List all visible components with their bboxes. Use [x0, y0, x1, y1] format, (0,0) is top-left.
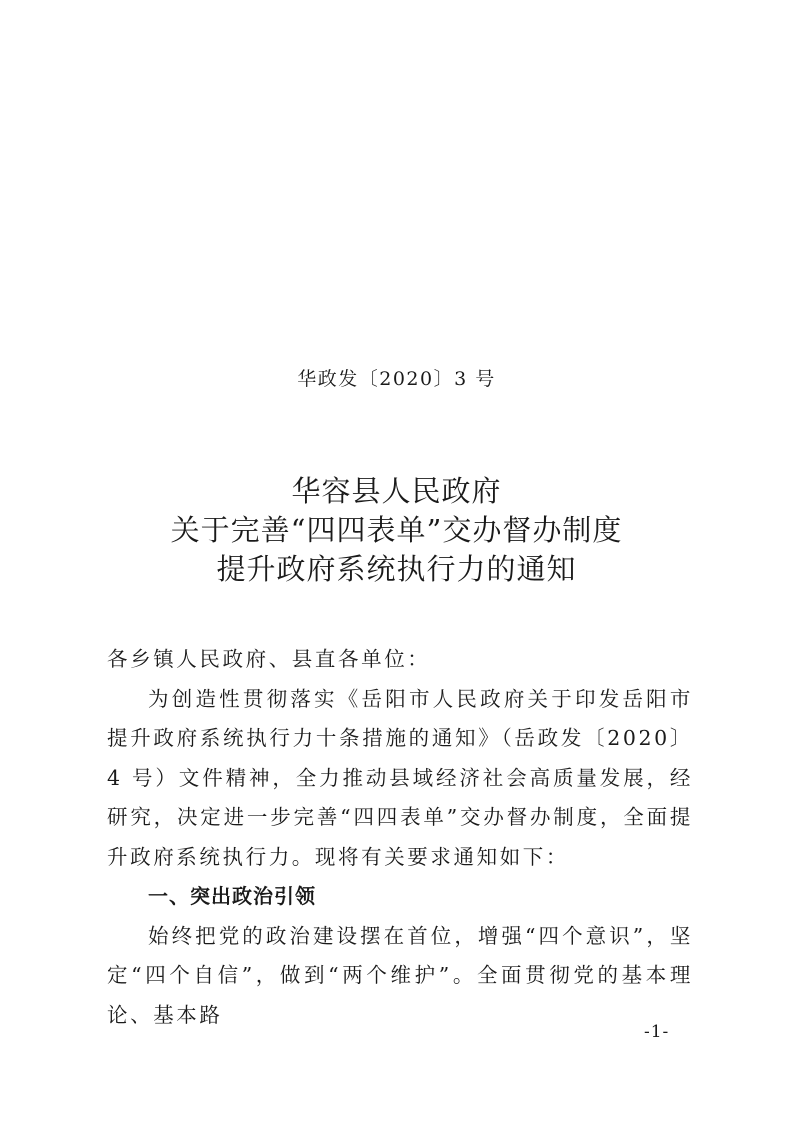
- section-heading-1: 一、突出政治引领: [148, 884, 316, 908]
- document-title: [0, 472, 793, 589]
- document-body: [107, 640, 693, 1035]
- section-1-paragraph: 始终把党的政治建设摆在首位，增强“四个意识”，坚定“四个自信”，做到“两个维护”。全面贯彻党的基本理论、基本路: [107, 923, 693, 1027]
- addressee: 各乡镇人民政府、县直各单位：: [107, 647, 431, 671]
- title-line-3: 提升政府系统执行力的通知: [216, 552, 577, 586]
- intro-paragraph: 为创造性贯彻落实《岳阳市人民政府关于印发岳阳市提升政府系统执行力十条措施的通知》（岳政发〔2020〕4 号）文件精神，全力推动县域经济社会高质量发展，经研究，决定进一步完善“四四表单”交办督办制度，全面提升政府系统执行力。现将有关要求通知如下：: [107, 686, 693, 869]
- title-line-1: 华容县人民政府: [291, 474, 502, 508]
- page-number: -1-: [644, 1022, 670, 1042]
- title-line-2: 关于完善“四四表单”交办督办制度: [170, 513, 623, 547]
- document-number: 华政发〔2020〕3 号: [297, 368, 496, 390]
